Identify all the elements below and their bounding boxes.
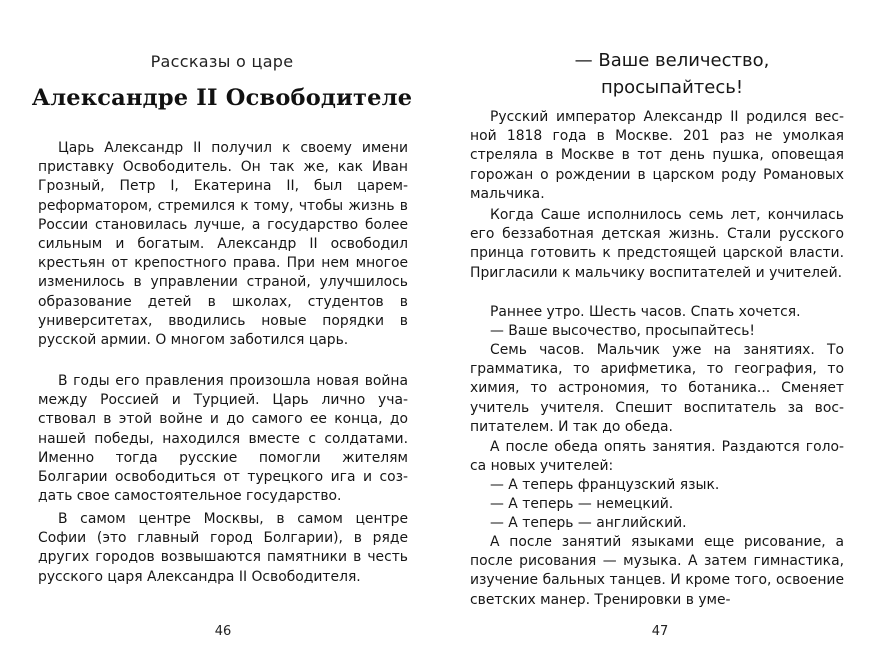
right-page <box>440 0 880 668</box>
paragraph-2: Когда Саше исполнилось семь лет, кончилась его беззаботная детская жизнь. Стали русского принца готовить к предстоящей царской власти. Пригласили к мальчику воспитателей и учителей. <box>470 207 844 281</box>
book-subtitle: Рассказы о царе <box>150 52 294 71</box>
page-number-right: 47 <box>651 624 669 639</box>
paragraph-2: В годы его правления произошла новая война между Россией и Турцией. Царь лично участвовал в этой войне и до самого ее конца, до нашей победы, находился вместе с солдатами. Именно тогда русские помогли жителям Болгарии освободиться от турецкого ига и создать свое самостоятельное государство. <box>38 373 408 505</box>
paragraph-3: В самом центре Москвы, в самом центре Софии (это главный город Болгарии), в ряде других городов возвышаются памятники в честь русского царя Александра II Освободителя. <box>38 511 408 585</box>
dialogue-line: — А теперь французский язык. <box>490 477 720 493</box>
paragraph-6: А после занятий языками еще рисование, а после рисования — музыка. А затем гимнастика, изучение бальных танцев. И кроме того, освоение светских манер. Тренировки в уме- <box>470 534 844 608</box>
paragraph-1: Царь Александр II получил к своему имени приставку Освободитель. Он так же, как Иван Грозный, Петр I, Екатерина II, был царем-реформатором, стремился к тому, чтобы жизнь в России становилась лучше, а государство более сильным и богатым. Александр II освободил крестьян от крепостного права. При нем многое изменилось в управлении страной, улучшилось образование детей в школах, студентов в университетах, вводились новые порядки в русской армии. О многом заботился царь. <box>38 140 408 349</box>
chapter-title-line-1: — Ваше величество, <box>574 50 770 71</box>
paragraph-5: А после обеда опять занятия. Раздаются голоса новых учителей: <box>470 439 844 475</box>
dialogue-line: — Ваше высочество, просыпайтесь! <box>490 323 755 339</box>
chapter-title <box>540 47 804 101</box>
paragraph-4: Семь часов. Мальчик уже на занятиях. То грамматика, то арифметика, то география, то химия, то астрономия, то ботаника... Сменяет учитель учителя. Спешит воспитатель за воспитателем. И так до обеда. <box>470 342 844 435</box>
page-number-left: 46 <box>214 624 232 639</box>
book-title: Александре II Освободителе <box>31 85 413 111</box>
dialogue-line: — А теперь — немецкий. <box>490 496 674 512</box>
dialogue-line: — А теперь — английский. <box>490 515 687 531</box>
chapter-title-line-2: просыпайтесь! <box>600 77 744 98</box>
paragraph-3: Раннее утро. Шесть часов. Спать хочется. <box>490 304 801 320</box>
paragraph-1: Русский император Александр II родился весной 1818 года в Москве. 201 раз не умолкая стреляла в Москве в тот день пушка, оповещая горожан о рождении в царском роду Романовых мальчика. <box>470 109 844 202</box>
